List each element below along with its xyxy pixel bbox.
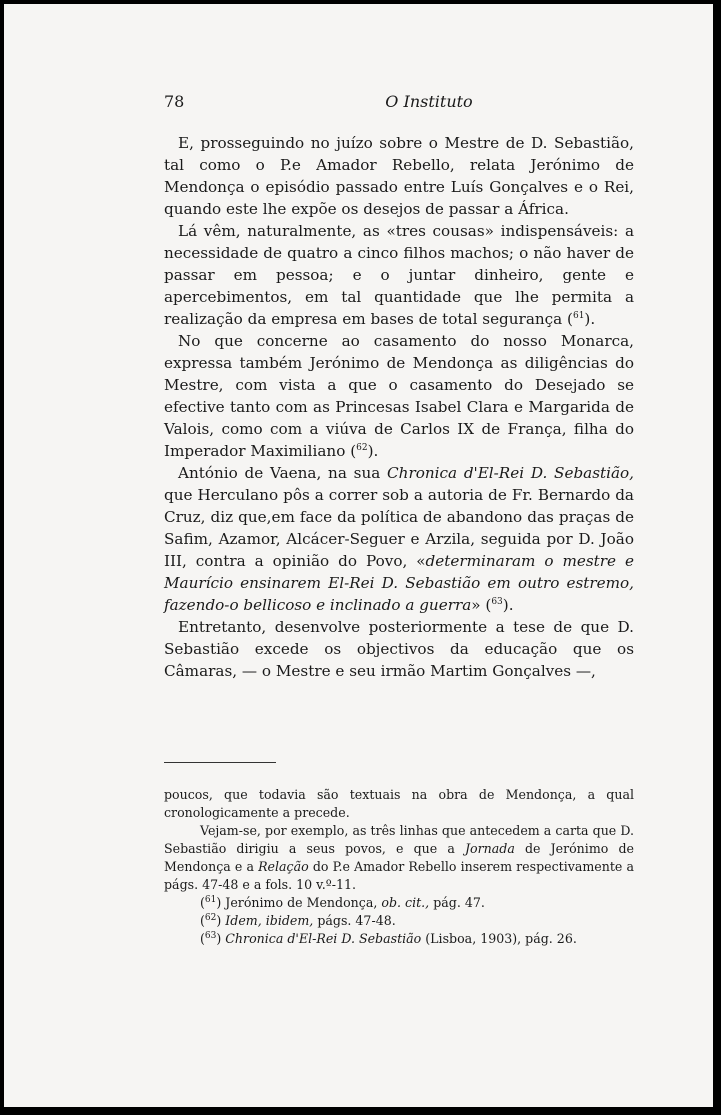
paragraph-1-text: E, prosseguindo no juízo sobre o Mestre de D. Sebastião, tal como o P.e Amador Rebello, relata Jerónimo de Mendonça o episódio passado entre Luís Gonçalves e o Rei, quando este lhe expõe os desejos de passar a África. <box>164 134 634 218</box>
footnote-63: ($^{63}$) Chronica d'El-Rei D. Sebastião (Lisboa, 1903), pág. 26. <box>200 930 577 946</box>
footnote-paragraph <box>164 822 634 894</box>
paragraph-5-text: Entretanto, desenvolve posteriormente a tese de que D. Sebastião excede os objectivos da educação que os Câmaras, — o Mestre e seu irmão Martim Gonçalves —, <box>164 618 634 680</box>
footnote-divider <box>164 762 276 763</box>
paragraph-4-text-d: ). <box>502 596 514 614</box>
paragraph-3-text-a: No que concerne ao casamento do nosso Monarca, expressa também Jerónimo de Mendonça as diligências do Mestre, com vista a que o casamento do Desejado se efective tanto com as Princesas Isabel Clara e Margarida de Valois, como com a viúva de Carlos IX de França, filha do Imperador Maximiliano ( <box>164 332 634 460</box>
quotation: determinaram o mestre e Maurício ensinarem El-Rei D. Sebastião em outro estremo, fazendo-o bellicoso e inclinado a guerra <box>164 552 634 614</box>
footnote-61-text-a: Jerónimo de Mendonça, <box>225 895 382 910</box>
paragraph-1 <box>164 132 634 220</box>
footnote-63-italic: Chronica d'El-Rei D. Sebastião <box>225 931 422 946</box>
jornada-title: Jornada <box>464 841 515 856</box>
footnote-61: ($^{61}$) Jerónimo de Mendonça, ob. cit., pág. 47. <box>200 894 485 910</box>
page-number: 78 <box>164 92 185 111</box>
footnote-61-marker: 61 <box>204 894 217 905</box>
chronica-title: Chronica d'El-Rei D. Sebastião, <box>387 464 635 482</box>
body-text <box>164 132 634 682</box>
paragraph-3 <box>164 330 634 462</box>
footnote-61-italic: ob. cit., <box>381 895 430 910</box>
footnote-ref-61: 61 <box>572 310 585 321</box>
footnote-62-italic: Idem, ibidem, <box>225 913 314 928</box>
footnote-63-text: (Lisboa, 1903), pág. 26. <box>421 931 577 946</box>
footnote-ref-62: 62 <box>356 442 368 453</box>
paragraph-2-text-a: Lá vêm, naturalmente, as «tres cousas» indispensáveis: a necessidade de quatro a cinco filhos machos; o não haver de passar em pessoa; e o juntar dinheiro, gente e apercebimentos, em tal quantidade que lhe permita a realização da empresa em bases de total segurança ( <box>164 222 634 328</box>
footnote-paragraph-a: Vejam-se, por exemplo, as três linhas que antecedem a carta que D. Sebastião dirigiu a seus povos, e que a <box>164 823 634 856</box>
footnote-continuation <box>164 786 634 822</box>
footnote-63-marker: 63 <box>204 930 217 941</box>
footnotes <box>164 786 634 948</box>
footnote-62-text: págs. 47-48. <box>313 913 396 928</box>
relacao-title: Relação <box>258 859 309 874</box>
paragraph-5 <box>164 616 634 682</box>
page-header <box>164 92 644 116</box>
footnote-61-text-b: pág. 47. <box>429 895 485 910</box>
paragraph-4-text-c: » ( <box>471 596 492 614</box>
paragraph-4-text-a: António de Vaena, na sua <box>178 464 388 482</box>
footnote-paragraph-c: do P.e Amador Rebello inserem respectivamente a págs. 47-48 e a fols. 10 v.º-11. <box>164 859 634 892</box>
footnote-continuation-text: poucos, que todavia são textuais na obra de Mendonça, a qual cronologicamente a precede. <box>164 787 634 820</box>
running-title: O Instituto <box>385 92 473 111</box>
footnote-62-marker: 62 <box>204 912 217 923</box>
book-page <box>4 4 713 1107</box>
footnote-62: ($^{62}$) Idem, ibidem, págs. 47-48. <box>200 912 396 928</box>
paragraph-4-text-b: que Herculano pôs a correr sob a autoria de Fr. Bernardo da Cruz, diz que,em face da política de abandono das praças de Safim, Azamor, Alcácer-Seguer e Arzila, seguida por D. João III, contra a opinião do Povo, « <box>164 486 634 570</box>
footnote-paragraph-b: de Jerónimo de Mendonça e a <box>164 841 634 874</box>
paragraph-2-text-b: ). <box>584 310 596 328</box>
paragraph-4 <box>164 462 634 616</box>
footnote-ref-63: 63 <box>491 596 503 607</box>
paragraph-3-text-b: ). <box>367 442 379 460</box>
paragraph-2 <box>164 220 634 330</box>
